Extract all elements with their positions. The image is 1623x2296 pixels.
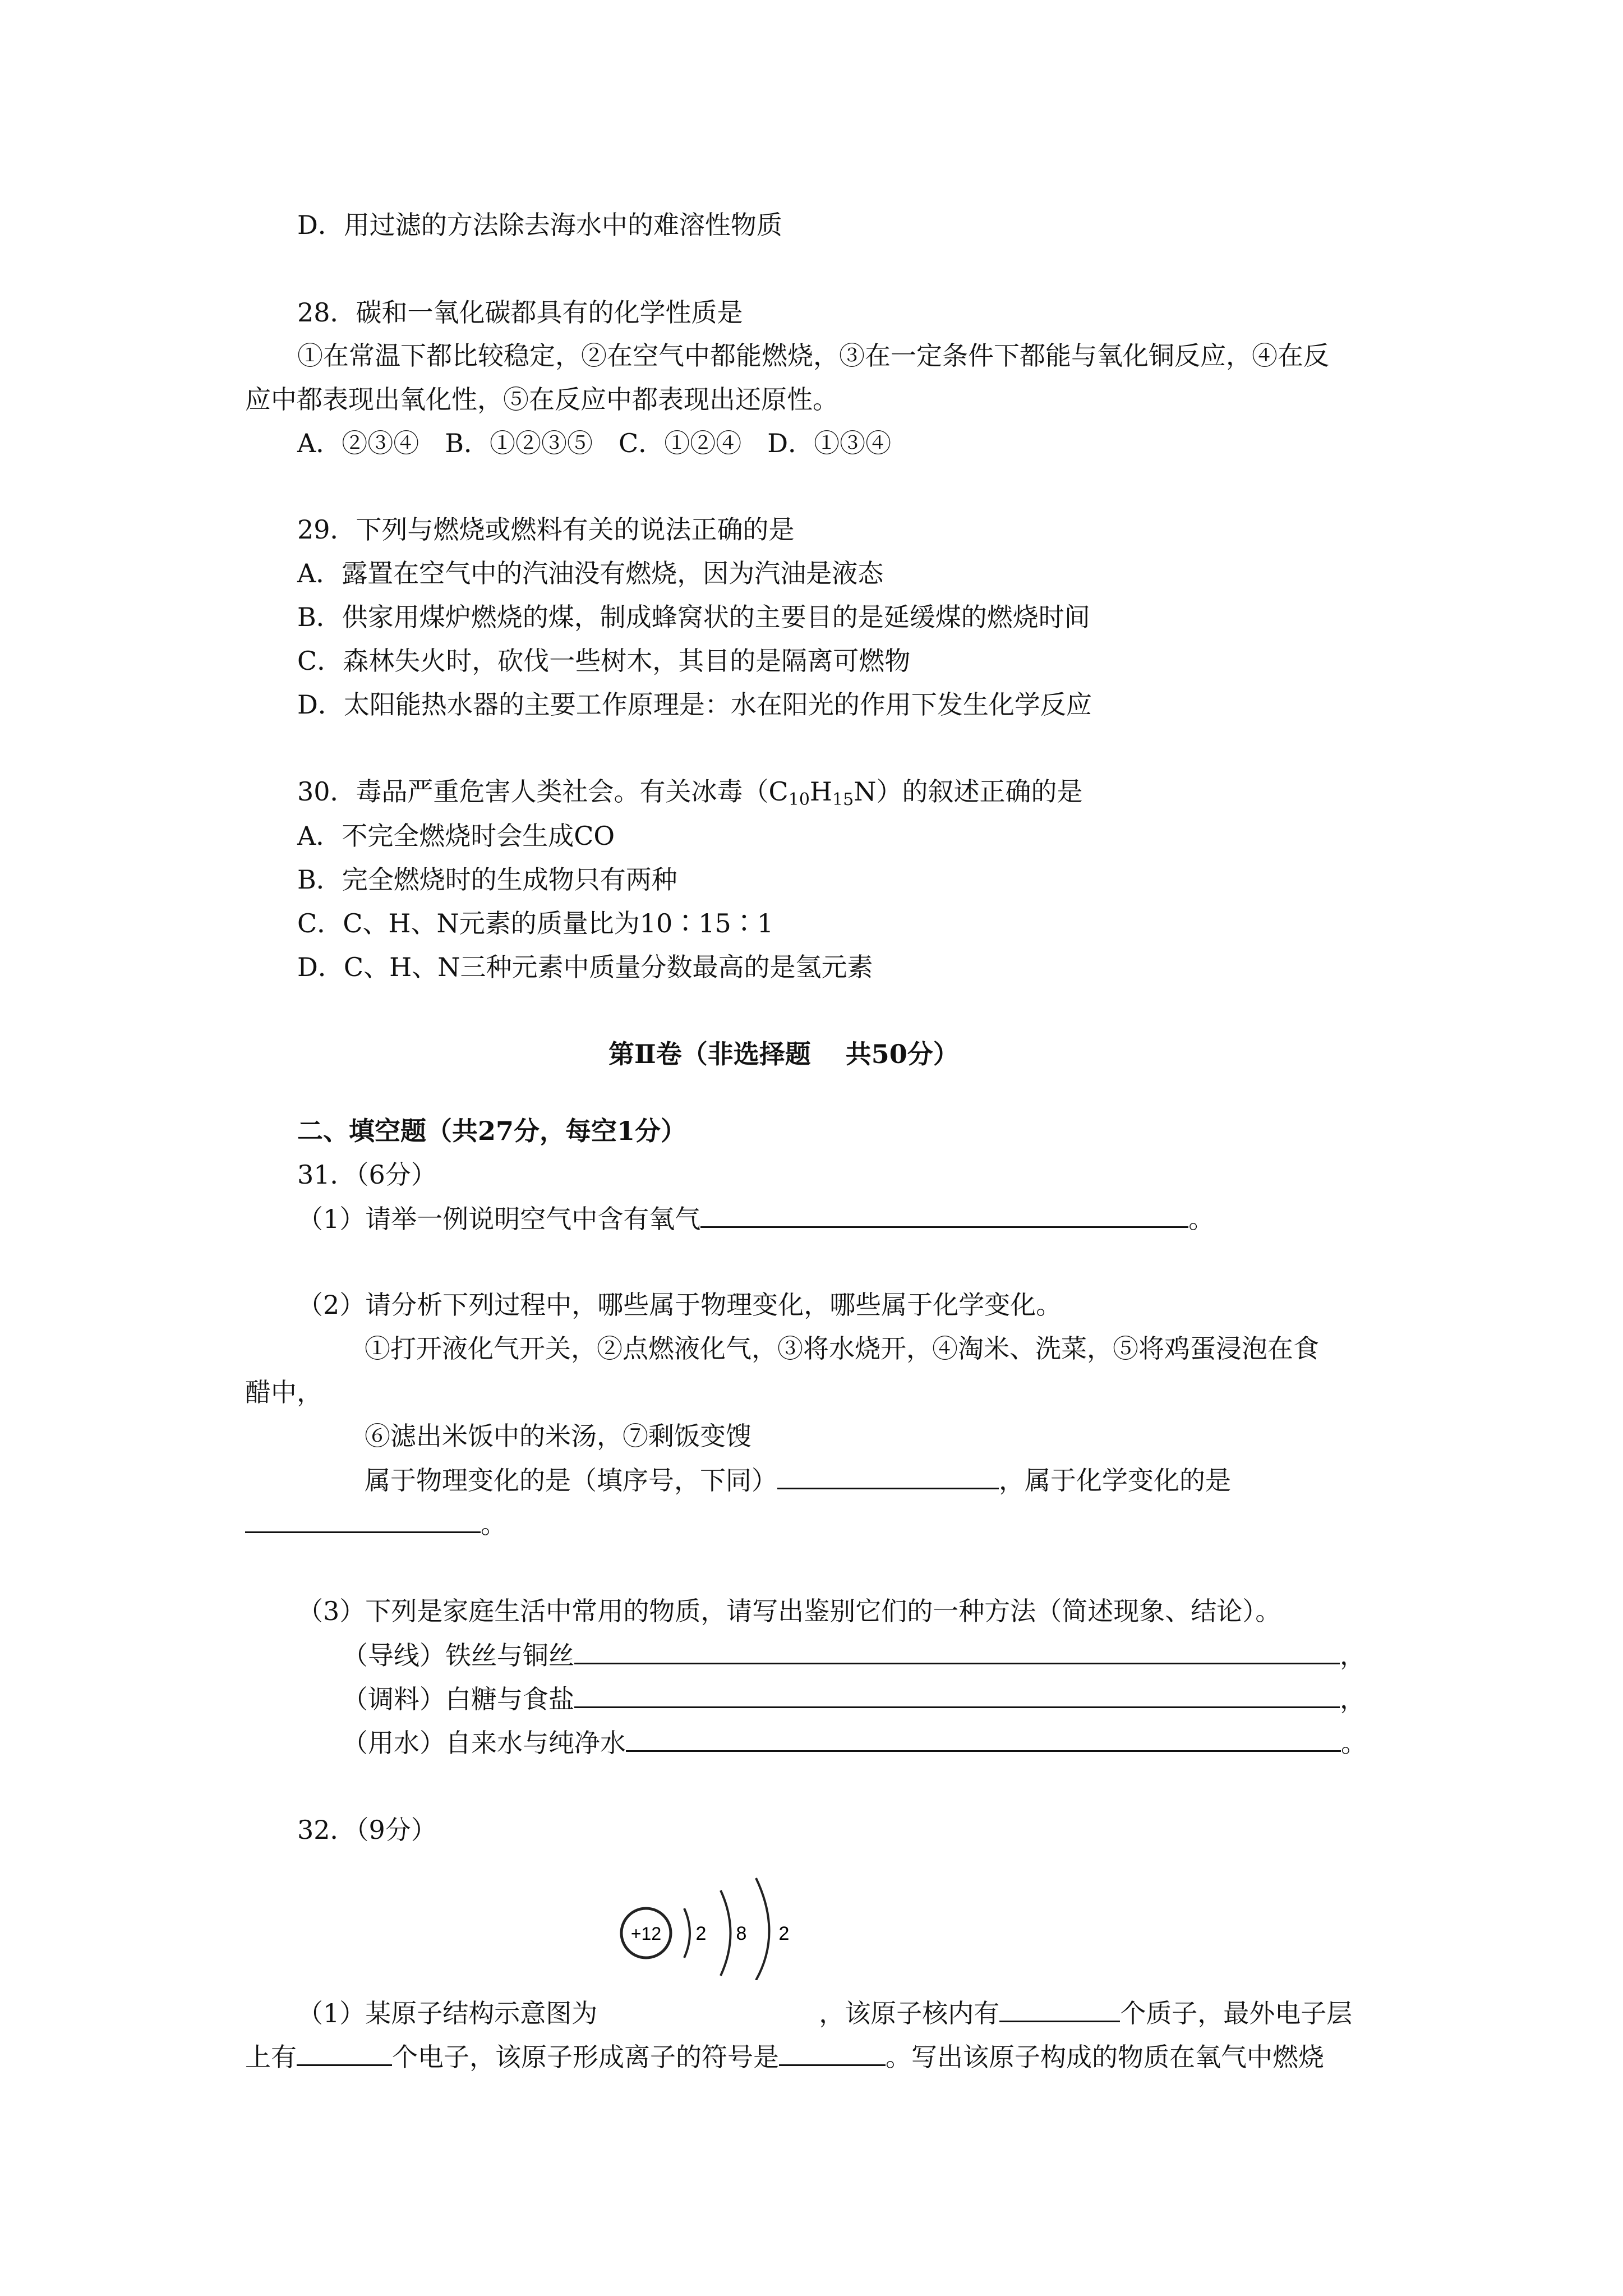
q29-option-b: B．供家用煤炉燃烧的煤，制成蜂窝状的主要目的是延缓煤的燃烧时间 — [297, 602, 1090, 632]
answer-blank[interactable] — [999, 1996, 1120, 2022]
q31-part2: （2）请分析下列过程中，哪些属于物理变化，哪些属于化学变化。 — [297, 1290, 1062, 1320]
subscript-10: 10 — [788, 790, 810, 809]
atom-structure-diagram — [611, 1874, 802, 1980]
electron-shell-2 — [721, 1890, 731, 1976]
q30-stem: 30．毒品严重危害人类社会。有关冰毒$(C_{10}H_{15}N)$的叙述正确的是 — [297, 776, 1083, 809]
shell-3-electrons: 2 — [778, 1923, 790, 1944]
q31-part3-a: （导线）铁丝与铜丝 ， — [342, 1638, 1366, 1672]
electron-shell-3 — [756, 1878, 769, 1980]
q32-header: 32．（9分） — [297, 1815, 437, 1845]
nucleus-charge: +12 — [630, 1924, 662, 1944]
q31-part3-b: （调料）白糖与食盐 ， — [342, 1682, 1366, 1716]
section-title: 第Ⅱ卷（非选择题 共50分） — [608, 1039, 959, 1069]
answer-blank[interactable] — [626, 1726, 1341, 1752]
q32-part1-line2: 上有 个电子，该原子形成离子的符号是 。写出该原子构成的物质在氧气中燃烧 — [245, 2040, 1324, 2074]
q31-part1: （1）请举一例说明空气中含有氧气 。 — [297, 1202, 1214, 1236]
answer-blank[interactable] — [574, 1682, 1340, 1708]
answer-blank[interactable] — [245, 1507, 481, 1533]
q28-stem: 28．碳和一氧化碳都具有的化学性质是 — [297, 297, 743, 328]
answer-blank[interactable] — [297, 2040, 392, 2066]
answer-blank[interactable] — [700, 1202, 1188, 1228]
q31-part2-line2: 醋中， — [245, 1377, 322, 1407]
q30-option-c: C．C、H、N元素的质量比为10∶15∶1 — [297, 908, 774, 938]
q27-option-d: D．用过滤的方法除去海水中的难溶性物质 — [297, 210, 782, 240]
q29-option-a: A．露置在空气中的汽油没有燃烧，因为汽油是液态 — [297, 558, 884, 588]
shell-1-electrons: 2 — [695, 1923, 707, 1944]
q31-part3-c: （用水）自来水与纯净水 。 — [342, 1726, 1367, 1760]
q31-part3: （3）下列是家庭生活中常用的物质，请写出鉴别它们的一种方法（简述现象、结论）。 — [297, 1596, 1281, 1626]
q31-part2-answer: 属于物理变化的是（填序号，下同） ，属于化学变化的是 — [365, 1463, 1231, 1497]
q30-option-d: D．C、H、N三种元素中质量分数最高的是氢元素 — [297, 952, 873, 982]
q28-options: A．②③④ B．①②③⑤ C．①②④ D．①③④ — [297, 428, 892, 458]
q31-part2-line3: ⑥滤出米饭中的米汤，⑦剩饭变馊 — [365, 1421, 751, 1451]
answer-blank[interactable] — [574, 1638, 1340, 1664]
q30-option-b: B．完全燃烧时的生成物只有两种 — [297, 864, 677, 895]
subscript-15: 15 — [832, 790, 854, 809]
shell-2-electrons: 8 — [736, 1923, 747, 1944]
q31-part2-line1: ①打开液化气开关，②点燃液化气，③将水烧开，④淘米、洗菜，⑤将鸡蛋浸泡在食 — [365, 1333, 1319, 1364]
part-heading: 二、填空题（共27分，每空1分） — [297, 1116, 687, 1146]
q31-part2-answer-2: 。 — [245, 1507, 506, 1541]
q29-stem: 29．下列与燃烧或燃料有关的说法正确的是 — [297, 514, 795, 545]
q29-option-c: C．森林失火时，砍伐一些树木，其目的是隔离可燃物 — [297, 646, 911, 676]
answer-blank[interactable] — [777, 1463, 999, 1489]
q32-part1: （1）某原子结构示意图为 ，该原子核内有 个质子，最外电子层 — [297, 1996, 1352, 2030]
answer-blank[interactable] — [779, 2040, 886, 2066]
q28-line1: ①在常温下都比较稳定，②在空气中都能燃烧，③在一定条件下都能与氧化铜反应，④在反 — [297, 341, 1329, 371]
q28-line2: 应中都表现出氧化性，⑤在反应中都表现出还原性。 — [245, 384, 838, 415]
q31-header: 31．（6分） — [297, 1159, 437, 1190]
q30-option-a: A．不完全燃烧时会生成CO — [297, 821, 615, 851]
q29-option-d: D．太阳能热水器的主要工作原理是：水在阳光的作用下发生化学反应 — [297, 689, 1092, 720]
electron-shell-1 — [684, 1908, 690, 1958]
